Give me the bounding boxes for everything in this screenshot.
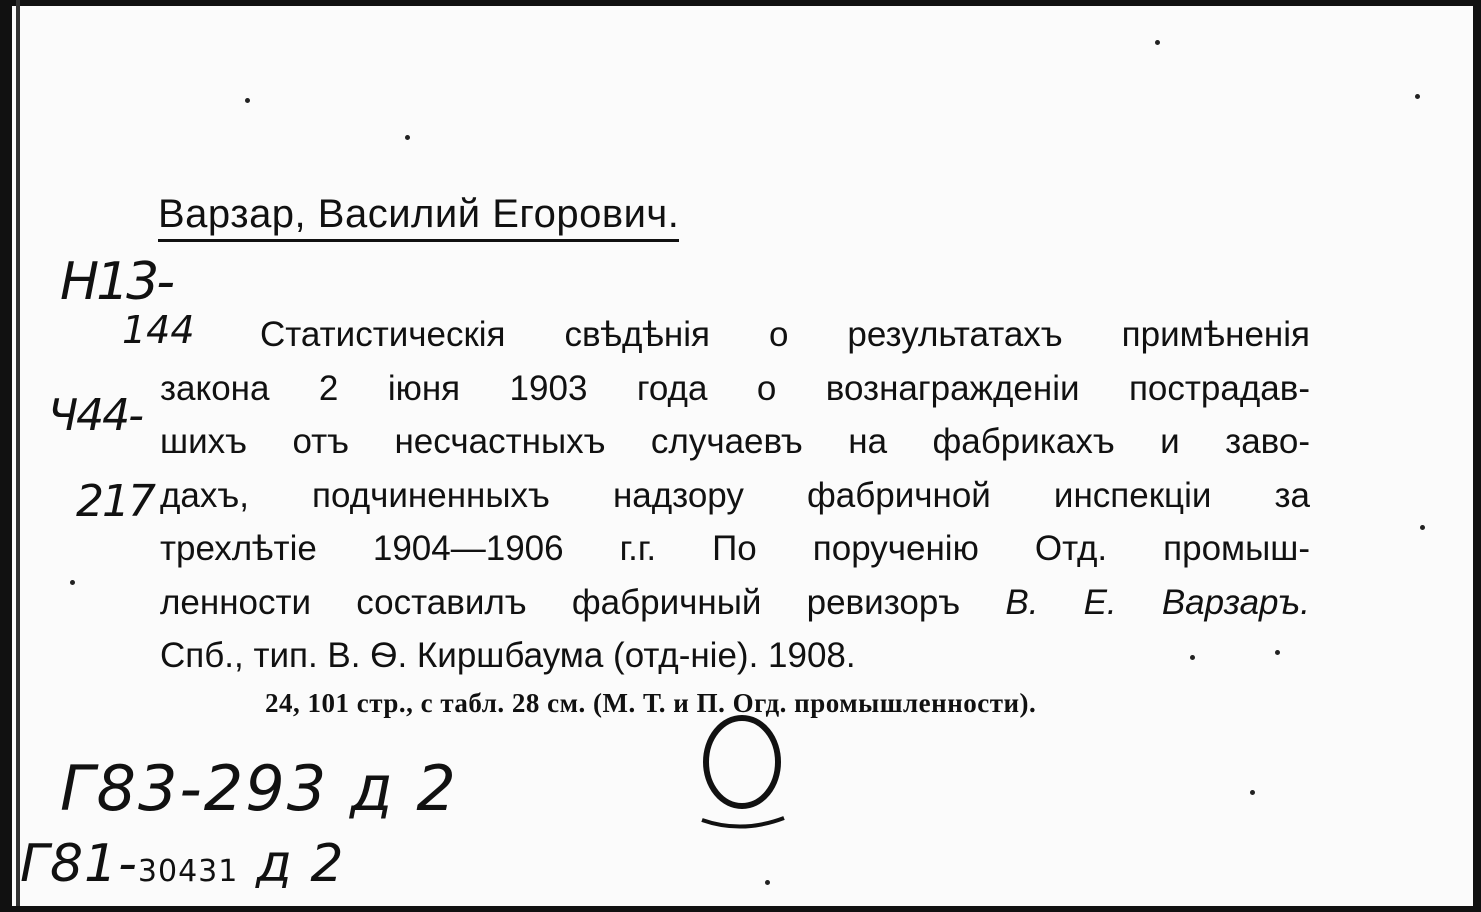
oval-stamp-mark [696,710,796,834]
specks [1420,525,1425,530]
description-line: дахъ, подчиненныхъ надзору фабричной инспекціи за [160,475,1310,515]
specks [1275,650,1280,655]
specks [1155,40,1160,45]
specks [405,135,410,140]
handwritten-margin-note-2: 144 [122,308,195,352]
card-border-left-inner [16,0,20,912]
shelf-mark-prefix: Г81- [20,834,138,894]
handwritten-margin-note-4: 217 [76,476,154,527]
handwritten-margin-note-3: Ч44- [48,390,143,441]
card-border-right [1473,0,1481,912]
handwritten-shelf-mark-2 [20,834,344,894]
specks [1250,790,1255,795]
shelf-mark-suffix: д 2 [238,834,345,894]
specks [70,580,75,585]
specks [245,98,250,103]
description-line: ленности составилъ фабричный ревизоръ [160,582,961,622]
collation-line: 24, 101 стр., с табл. 28 см. (М. Т. и П. Огд. промышленности). [265,688,1037,718]
author-italic: В. Е. Варзаръ. [1005,582,1310,622]
specks [1190,655,1195,660]
author-heading: Варзар, Василий Егорович. [158,192,679,242]
bibliographic-description [160,308,1310,683]
card-border-left [0,0,12,912]
specks [1415,94,1420,99]
handwritten-margin-note-1: Н13- [60,252,173,312]
description-line: трехлѣтіе 1904—1906 г.г. По порученію Отд. промыш- [160,529,1310,568]
description-line: Спб., тип. В. Ѳ. Киршбаума (отд-ніе). 1908. [160,636,856,675]
specks [765,880,770,885]
card-border-top [0,0,1481,6]
handwritten-shelf-mark-1: Г83-293 д 2 [60,752,458,825]
description-line: закона 2 іюня 1903 года о вознагражденіи пострадав- [160,368,1310,408]
description-line: Статистическія свѣдѣнія о результатахъ примѣненія [260,315,1310,354]
card-border-bottom [0,906,1481,912]
description-line-with-author [160,576,1310,630]
description-line: шихъ отъ несчастныхъ случаевъ на фабрикахъ и заво- [160,422,1310,461]
shelf-mark-printed-number: 30431 [137,854,239,889]
